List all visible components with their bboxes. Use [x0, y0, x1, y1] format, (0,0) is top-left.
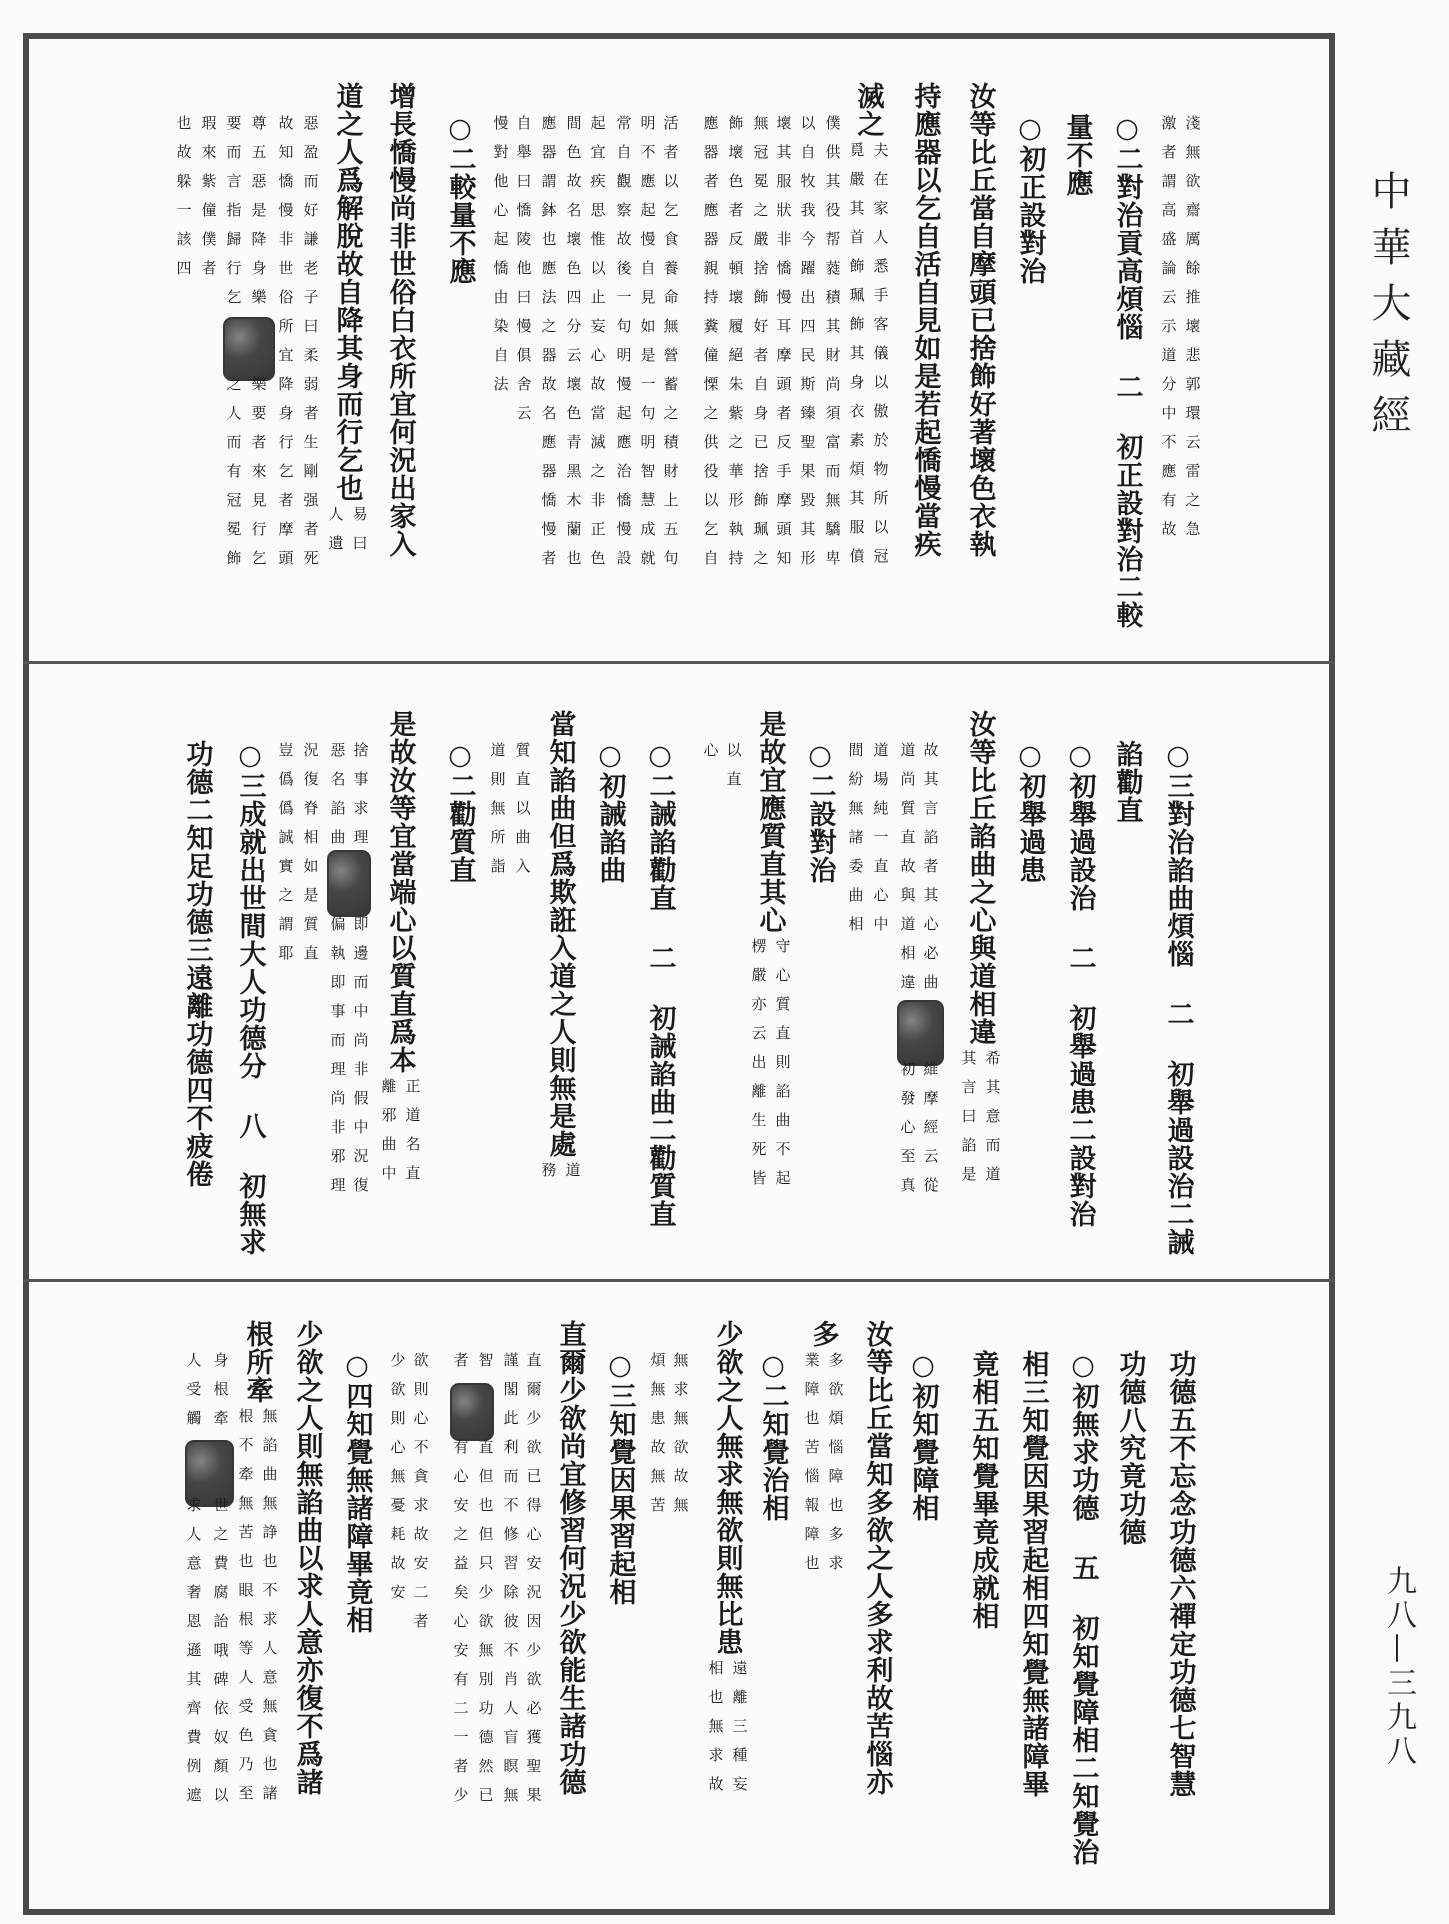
- commentary-column: 質直以曲入: [513, 742, 532, 887]
- commentary-column: 守心質直則諂曲不起: [773, 938, 792, 1199]
- heading-column: ○三知覺因果習起相: [604, 1350, 636, 1606]
- commentary-column: 況復脊相如是質直: [301, 742, 320, 974]
- heading-column: 功德五不忘念功德六禪定功德七智慧: [1164, 1350, 1196, 1798]
- commentary-column: 間紛無諸委曲相: [846, 742, 865, 945]
- commentary-column: 激者謂高盛論云示道分中不應有故: [1159, 115, 1178, 550]
- commentary-column: 無冠冕之嚴捨飾好者自身已捨飾珮之: [751, 115, 770, 579]
- text-column: 滅之: [852, 82, 884, 138]
- text-column: 汝等比丘當自摩頭已捨飾好著壞色衣執: [964, 82, 996, 558]
- heading-column: ○初舉過設治 二 初舉過患二設對治: [1064, 740, 1096, 1228]
- panel-divider: [23, 661, 1335, 664]
- commentary-column: 離邪曲中: [379, 1078, 398, 1194]
- commentary-column: 少欲則心無憂耗故安: [388, 1352, 407, 1613]
- text-column: 汝等比丘當知多欲之人多求利故苦惱亦: [861, 1320, 893, 1796]
- heading-column: ○初舉過患: [1014, 740, 1046, 884]
- text-column: 少欲之人無求無欲則無比患: [711, 1320, 743, 1656]
- commentary-column: 無求無欲故無: [671, 1352, 690, 1526]
- text-column: 是故汝等宜當端心以質直爲本: [384, 710, 416, 1074]
- collection-title: 中華大藏經: [1365, 170, 1411, 450]
- commentary-column: 惡名諂曲 偏執即事而理尚非邪理: [328, 742, 347, 1206]
- commentary-column: 明不應起慢自見如是一句明智慧成就: [638, 115, 657, 579]
- commentary-column: 也故躲一該四: [174, 115, 193, 289]
- commentary-column: 道則無所詣: [488, 742, 507, 887]
- heading-column: ○三成就出世間大人功德分 八 初無求: [234, 740, 266, 1256]
- text-column: 道之人爲解脫故自降其身而行乞也: [331, 82, 363, 502]
- commentary-column: 覓嚴其首飾珮飾其身衣素煩其服僨: [847, 142, 866, 577]
- heading-column: ○四知覺無諸障畢竟相: [341, 1350, 373, 1634]
- commentary-column: 活者以乞食養命無營蓄之積財上五句: [661, 115, 680, 579]
- commentary-column: 心: [701, 742, 720, 771]
- commentary-column: 多欲煩惱障也多求: [826, 1352, 845, 1584]
- heading-column: 功德二知足功德三遠離功德四不疲倦: [181, 740, 213, 1188]
- heading-column: ○二對治貢高煩惱 二 初正設對治二較: [1111, 113, 1143, 629]
- commentary-column: 謹閣此利而不修習除彼不肖人盲瞑無: [501, 1352, 520, 1816]
- commentary-column: 相也無求故: [706, 1660, 725, 1805]
- commentary-column: 間色故名壞色四分云壞色青黑木蘭也: [564, 115, 583, 579]
- commentary-column: 捨事求理 即邊而中尚非假中況復: [351, 742, 370, 1206]
- commentary-column: 身根牽 世之費腐詒哦碑依奴顏以: [211, 1352, 230, 1816]
- heading-column: ○三對治諂曲煩惱 二 初舉過設治二誡: [1162, 740, 1194, 1256]
- heading-column: 竟相五知覺畢竟成就相: [967, 1350, 999, 1630]
- commentary-column: 自舉曰憍陵他曰慢俱舍云: [514, 115, 533, 434]
- commentary-column: 易曰: [350, 506, 369, 564]
- text-column: 汝等比丘諂曲之心與道相違: [964, 710, 996, 1046]
- commentary-column: 慢對他心起憍由染自法: [491, 115, 510, 405]
- commentary-column: 以自牧我今躍出四民斯臻聖果毀其形: [798, 115, 817, 579]
- commentary-column: 常自觀察故後一句明慢起應治憍慢設: [614, 115, 633, 579]
- commentary-column: 要而言指歸行乞 之人而有冠冕飾: [224, 115, 243, 579]
- commentary-column: 應器者應器親持糞僮慄之供役以乞自: [701, 115, 720, 579]
- heading-column: 諂勸直: [1111, 740, 1143, 824]
- commentary-column: 尊五惡是降身樂 樂要者來見行乞: [249, 115, 268, 579]
- text-column: 增長憍慢尚非世俗白衣所宜何況出家入: [384, 82, 416, 558]
- text-column: 直爾少欲尚宜修習何況少欲能生諸功德: [554, 1320, 586, 1796]
- text-column: 是故宜應質直其心: [754, 710, 786, 934]
- commentary-column: 飾壞色者反頓壞履絕朱紫之華形執持: [726, 115, 745, 579]
- heading-column: ○初誡諂曲: [594, 740, 626, 884]
- heading-column: 量不應: [1061, 113, 1093, 197]
- text-column: 當知諂曲但爲欺誑入道之人則無是處: [544, 710, 576, 1158]
- commentary-column: 以直: [724, 742, 743, 800]
- page-number: 九八—三九八: [1381, 1565, 1416, 1769]
- commentary-column: 遠離三種妄: [730, 1660, 749, 1805]
- text-column: 少欲之人則無諂曲以求人意亦復不爲諸: [291, 1320, 323, 1796]
- heading-column: ○二誡諂勸直 二 初誡諂曲二勸質直: [644, 740, 676, 1228]
- commentary-column: 直爾少欲已得心安況因少欲必獲聖果: [524, 1352, 543, 1816]
- commentary-column: 者 有心安之益矣心安有二一者少: [451, 1352, 470, 1816]
- commentary-column: 淺無欲齋厲餘推壞悲郭環云雷之急: [1183, 115, 1202, 550]
- commentary-column: 道場純一直心中: [871, 742, 890, 945]
- commentary-column: 欲則心不貪求故安二者: [411, 1352, 430, 1642]
- heading-column: ○二設對治: [804, 740, 836, 884]
- heading-column: ○二較量不應: [444, 113, 476, 285]
- text-column: 持應器以乞自活自見如是若起憍慢當疾: [909, 82, 941, 558]
- commentary-column: 道: [563, 1162, 582, 1191]
- commentary-column: 豈僞僞誠實之謂耶: [276, 742, 295, 974]
- commentary-column: 起宜疾思惟以止妄心故當滅之非正色: [588, 115, 607, 579]
- commentary-column: 務: [539, 1162, 558, 1191]
- commentary-column: 楞嚴亦云出離生死皆: [749, 938, 768, 1199]
- commentary-column: 僕供其役帮蕤積其財尚須富而無驕卑: [823, 115, 842, 579]
- commentary-column: 道尚質直故與道相違 初發心至真: [898, 742, 917, 1206]
- commentary-column: 故其言諂者其心必曲 維摩經云從: [921, 742, 940, 1206]
- heading-column: 功德八究竟功德: [1114, 1350, 1146, 1546]
- commentary-column: 故知憍慢非世俗所宜降身行乞者摩頭: [276, 115, 295, 579]
- commentary-column: 其言曰諂是: [959, 1050, 978, 1195]
- heading-column: ○初無求功德 五 初知覺障相二知覺治: [1067, 1350, 1099, 1866]
- commentary-column: 根不牽無苦也眼根等人受色乃至: [236, 1408, 255, 1814]
- commentary-column: 正道名直: [403, 1078, 422, 1194]
- commentary-column: 夫在家人悉手客儀以傲於物所以冠: [871, 142, 890, 577]
- text-column: 根所牽: [241, 1320, 273, 1404]
- commentary-column: 智 直但也但只少欲無別功德然已: [476, 1352, 495, 1816]
- heading-column: ○初正設對治: [1014, 113, 1046, 285]
- commentary-column: 人遺: [326, 506, 345, 564]
- commentary-column: 惡盈而好謙老子曰柔弱者生剛强者死: [301, 115, 320, 579]
- commentary-column: 壞其服狀非憍慢耳摩頭者反手摩頭知: [774, 115, 793, 579]
- text-column: 多: [807, 1320, 839, 1348]
- commentary-column: 煩無患故無苦: [648, 1352, 667, 1526]
- panel-divider: [23, 1279, 1335, 1282]
- heading-column: 相三知覺因果習起相四知覺無諸障畢: [1017, 1350, 1049, 1798]
- commentary-column: 希其意而道: [983, 1050, 1002, 1195]
- commentary-column: 無諂曲無諍也不求人意無貪也諸: [260, 1408, 279, 1814]
- heading-column: ○二勸質直: [444, 740, 476, 884]
- heading-column: ○二知覺治相: [757, 1350, 789, 1522]
- commentary-column: 應器謂鉢也應法之器故名應器憍慢者: [539, 115, 558, 579]
- commentary-column: 業障也苦惱報障也: [802, 1352, 821, 1584]
- commentary-column: 瑕來紫僮僕者: [199, 115, 218, 289]
- heading-column: ○初知覺障相: [907, 1350, 939, 1522]
- commentary-column: 人受觸 求人意奢恩遜其齊費例遮: [184, 1352, 203, 1816]
